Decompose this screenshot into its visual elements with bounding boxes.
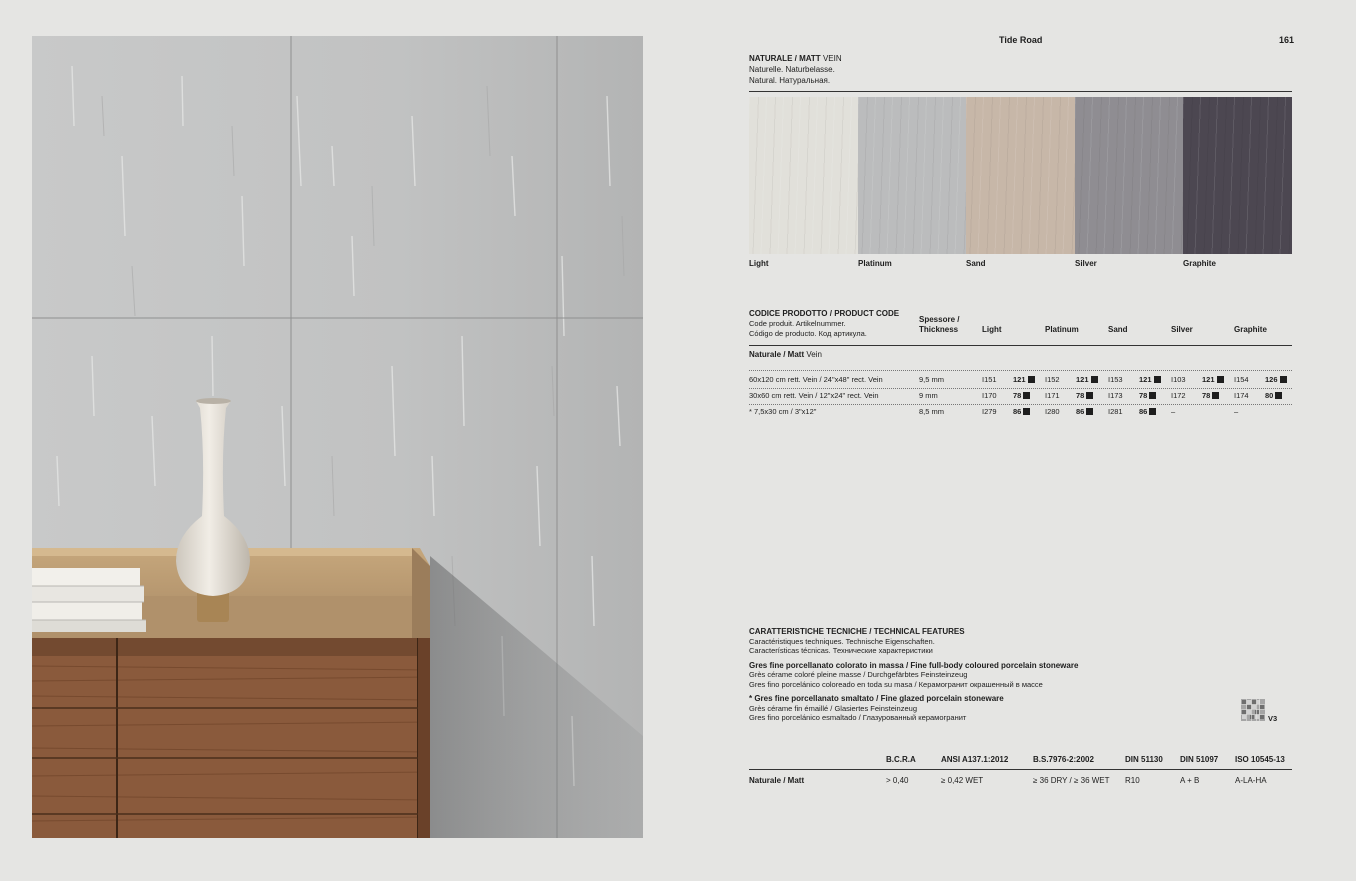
norm-value: > 0,40: [886, 776, 909, 785]
code-cell: I151: [982, 375, 997, 384]
norm-header: DIN 51097: [1180, 755, 1219, 764]
square-icon: [1086, 408, 1093, 415]
square-icon: [1217, 376, 1224, 383]
square-icon: [1086, 392, 1093, 399]
code-cell: –: [1234, 407, 1239, 416]
col-header-platinum: Platinum: [1045, 325, 1079, 334]
finish-title-vein: VEIN: [822, 54, 842, 63]
swatch-light: [749, 97, 858, 254]
norm-header: B.S.7976-2:2002: [1033, 755, 1094, 764]
pieces-cell: 86: [1139, 404, 1156, 420]
section-heading-vein: Vein: [806, 350, 822, 359]
collection-title: Tide Road: [999, 35, 1043, 45]
tech-title: CARATTERISTICHE TECNICHE / TECHNICAL FEATURES: [749, 627, 965, 636]
table-row: [749, 372, 1292, 389]
pieces-cell: 126: [1265, 372, 1287, 388]
pieces-cell: 80: [1265, 388, 1282, 404]
square-icon: [1280, 376, 1287, 383]
code-cell: I173: [1108, 391, 1123, 400]
swatch-label: Platinum: [858, 259, 892, 268]
col-header-graphite: Graphite: [1234, 325, 1267, 334]
code-cell: I152: [1045, 375, 1060, 384]
swatch-label: Graphite: [1183, 259, 1216, 268]
finish-title: NATURALE / MATT: [749, 54, 821, 63]
product-code-heading: [749, 309, 899, 339]
norm-header: ISO 10545-13: [1235, 755, 1285, 764]
table-row: [749, 388, 1292, 405]
shade-variation-icon: [1241, 699, 1265, 721]
tech-line: Características técnicas. Технические характеристики: [749, 646, 933, 655]
code-cell: I103: [1171, 375, 1186, 384]
code-cell: I172: [1171, 391, 1186, 400]
square-icon: [1023, 408, 1030, 415]
col-header-light: Light: [982, 325, 1002, 334]
code-cell: I153: [1108, 375, 1123, 384]
product-code-line: Code produit. Artikelnummer.: [749, 319, 846, 328]
pieces-cell: 121: [1202, 372, 1224, 388]
full-body-title: Gres fine porcellanato colorato in massa / Fine full-body coloured porcelain stoneware: [749, 660, 1079, 670]
thickness-header-line: Spessore /: [919, 315, 960, 324]
section-heading-bold: Naturale / Matt: [749, 350, 805, 359]
technical-features: [749, 627, 1078, 723]
thickness-cell: 8,5 mm: [919, 407, 945, 416]
square-icon: [1028, 376, 1035, 383]
norm-header: ANSI A137.1:2012: [941, 755, 1009, 764]
pieces-cell: 78: [1139, 388, 1156, 404]
code-cell: –: [1171, 407, 1176, 416]
pieces-cell: 121: [1076, 372, 1098, 388]
finish-block: [749, 53, 842, 86]
pieces-cell: 121: [1139, 372, 1161, 388]
tech-line: Gres fino porcelánico coloreado en toda su masa / Керамогранит окрашенный в массе: [749, 679, 1043, 689]
swatch-graphite: [1183, 97, 1292, 254]
interior-photo: [32, 36, 643, 838]
square-icon: [1091, 376, 1098, 383]
col-header-sand: Sand: [1108, 325, 1128, 334]
color-swatches: [749, 97, 1292, 254]
pieces-cell: 86: [1076, 404, 1093, 420]
thickness-cell: 9 mm: [919, 391, 938, 400]
square-icon: [1212, 392, 1219, 399]
norms-divider: [749, 769, 1292, 770]
divider: [749, 91, 1292, 92]
size-cell: * 7,5x30 cm / 3"x12": [749, 407, 817, 416]
norm-value: A-LA-HA: [1235, 776, 1267, 785]
pieces-cell: 78: [1013, 388, 1030, 404]
square-icon: [1154, 376, 1161, 383]
thickness-cell: 9,5 mm: [919, 375, 945, 384]
norm-header: DIN 51130: [1125, 755, 1163, 764]
size-cell: 30x60 cm rett. Vein / 12"x24" rect. Vein: [749, 391, 879, 400]
code-cell: I279: [982, 407, 997, 416]
tech-line: Gres fino porcelánico esmaltado / Глазурованный керамогранит: [749, 713, 967, 722]
thickness-header: [919, 315, 959, 335]
swatch-label: Sand: [966, 259, 986, 268]
pieces-cell: 78: [1202, 388, 1219, 404]
swatch-label: Light: [749, 259, 769, 268]
pieces-cell: 78: [1076, 388, 1093, 404]
code-cell: I171: [1045, 391, 1060, 400]
swatch-label: Silver: [1075, 259, 1097, 268]
square-icon: [1023, 392, 1030, 399]
swatch-sand: [966, 97, 1075, 254]
swatch-platinum: [858, 97, 966, 254]
pieces-cell: 86: [1013, 404, 1030, 420]
shade-variation-label: V3: [1268, 714, 1278, 723]
norm-value: ≥ 0,42 WET: [941, 776, 984, 785]
square-icon: [1149, 392, 1156, 399]
product-code-title: CODICE PRODOTTO / PRODUCT CODE: [749, 309, 900, 318]
norm-value: R10: [1125, 776, 1140, 785]
swatch-silver: [1075, 97, 1183, 254]
tech-line: Grès cérame coloré pleine masse / Durchgefärbtes Feinsteinzeug: [749, 670, 968, 679]
page-number: 161: [1279, 35, 1295, 45]
code-cell: I280: [1045, 407, 1060, 416]
code-cell: I281: [1108, 407, 1123, 416]
square-icon: [1149, 408, 1156, 415]
norm-value: ≥ 36 DRY / ≥ 36 WET: [1033, 776, 1110, 785]
norm-value: A + B: [1180, 776, 1200, 785]
pieces-cell: 121: [1013, 372, 1035, 388]
code-cell: I170: [982, 391, 997, 400]
table-divider: [749, 345, 1292, 346]
code-cell: I174: [1234, 391, 1249, 400]
table-row: [749, 404, 1292, 420]
finish-line: Naturelle. Naturbelasse.: [749, 65, 835, 74]
finish-line: Natural. Натуральная.: [749, 76, 831, 85]
tech-line: Caractéristiques techniques. Technische Eigenschaften.: [749, 636, 935, 646]
glazed-title: * Gres fine porcellanato smaltato / Fine glazed porcelain stoneware: [749, 694, 1004, 703]
product-code-line: Código de producto. Код артикула.: [749, 329, 867, 338]
square-icon: [1275, 392, 1282, 399]
tech-line: Grès cérame fin émaillé / Glasiertes Feinsteinzeug: [749, 703, 917, 713]
norms-row-label: Naturale / Matt: [749, 776, 805, 785]
norm-header: B.C.R.A: [886, 755, 916, 764]
thickness-header-line: Thickness: [919, 325, 959, 334]
code-cell: I154: [1234, 375, 1249, 384]
col-header-silver: Silver: [1171, 325, 1193, 334]
table-spacer: [749, 355, 1292, 371]
size-cell: 60x120 cm rett. Vein / 24"x48" rect. Vein: [749, 375, 883, 384]
